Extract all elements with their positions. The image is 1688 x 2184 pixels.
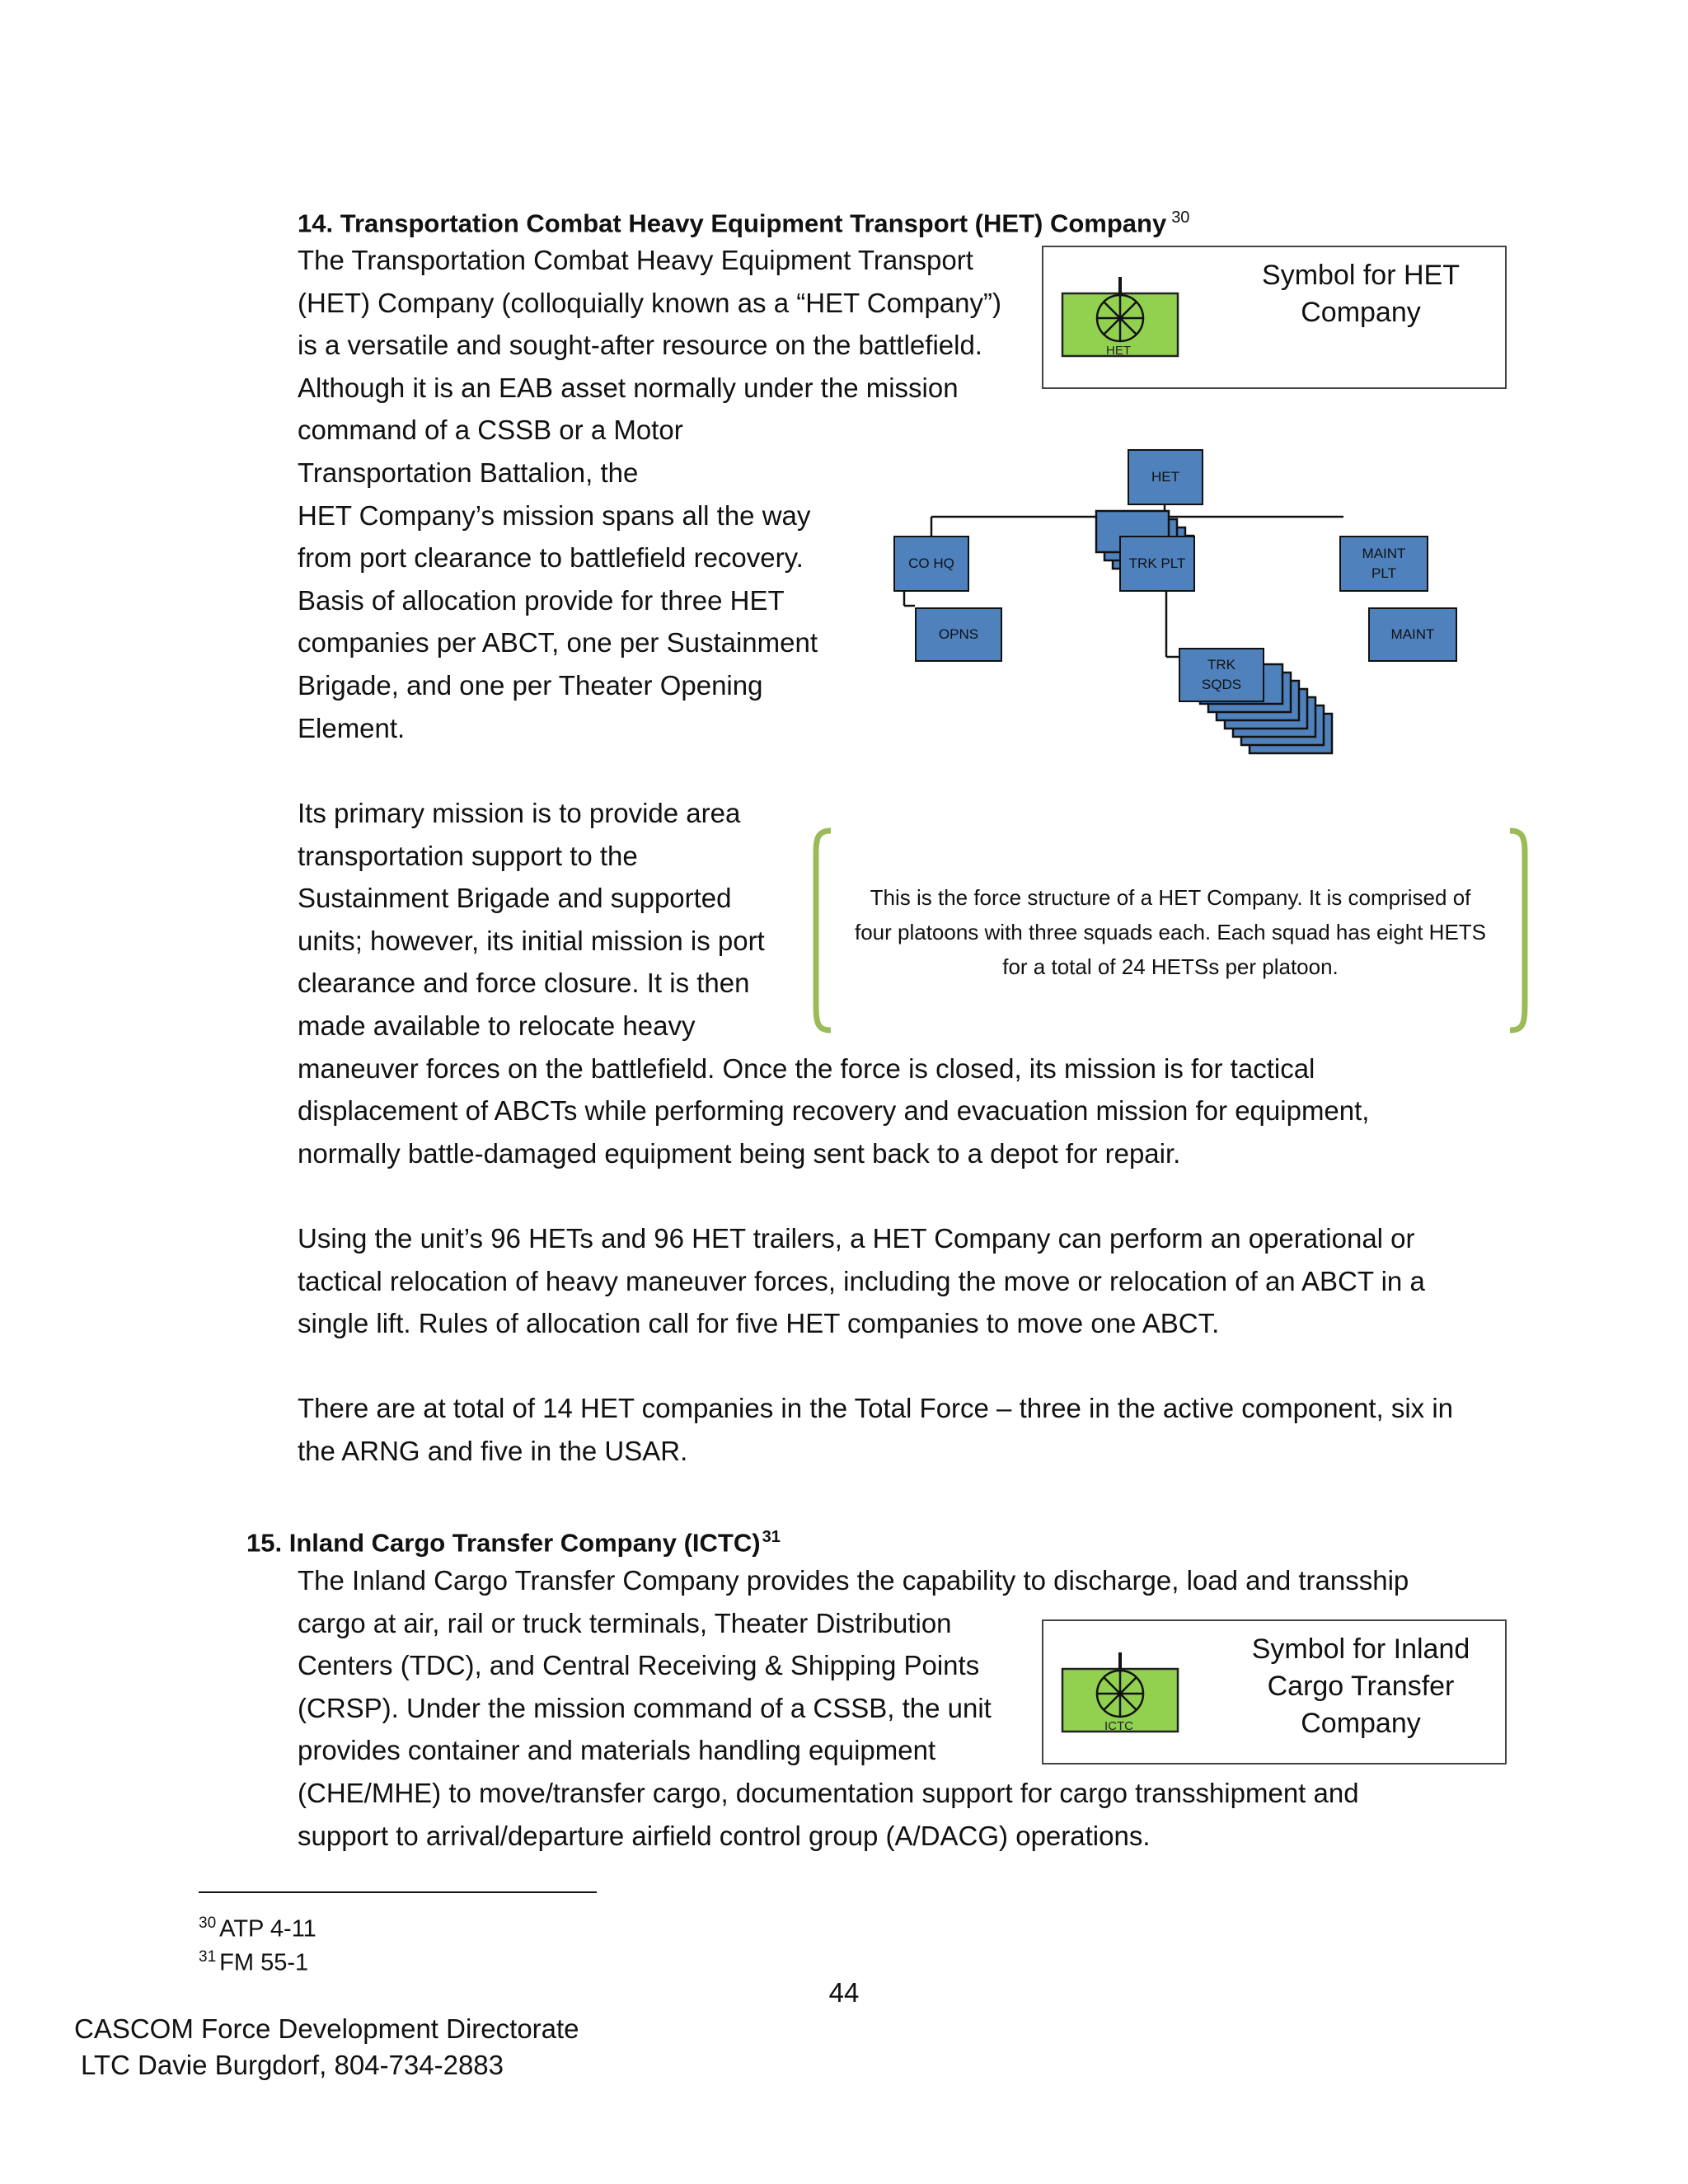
text-line: single lift. Rules of allocation call for five HET companies to move one ABCT.	[298, 1308, 1220, 1339]
section-number: 14.	[298, 209, 334, 238]
text-line: Element.	[298, 712, 406, 743]
text-line: from port clearance to battlefield recovery.	[298, 542, 804, 574]
text-line: maneuver forces on the battlefield. Once the force is closed, its mission is for tactical	[298, 1052, 1315, 1084]
note-line: four platoons with three squads each. Each squad has eight HETS	[854, 920, 1487, 944]
text-line: The Inland Cargo Transfer Company provides the capability to discharge, load and transship	[298, 1565, 1409, 1596]
org-box-maint-plt: MAINT PLT	[1339, 536, 1428, 592]
text-line: tactical relocation of heavy maneuver forces, including the move or relocation of an ABCT in a	[298, 1265, 1425, 1296]
page-number: 44	[828, 1977, 860, 2008]
text-line: The Transportation Combat Heavy Equipment Transport	[298, 245, 973, 275]
section-title: Transportation Combat Heavy Equipment Transport (HET) Company	[340, 209, 1167, 238]
force-structure-note	[828, 880, 1512, 984]
org-box-het: HET	[1128, 449, 1203, 505]
text-line: (HET) Company (colloquially known as a “HET Company”)	[298, 287, 1002, 318]
text-line: provides container and materials handling equipment	[298, 1735, 936, 1766]
text-line: (CRSP). Under the mission command of a CSSB, the unit	[298, 1692, 992, 1723]
text-line: Transportation Battalion, the	[298, 457, 639, 488]
text-line: HET Company’s mission spans all the way	[298, 499, 811, 531]
het-symbol-box	[1042, 246, 1507, 389]
text-line: the ARNG and five in the USAR.	[298, 1435, 688, 1466]
symbol-label: ICTC	[1104, 1719, 1133, 1733]
text-line: clearance and force closure. It is then	[298, 968, 750, 999]
symbol-label: HET	[1106, 344, 1131, 358]
footnote-separator	[199, 1891, 597, 1893]
text-line: cargo at air, rail or truck terminals, Theater Distribution	[298, 1607, 952, 1638]
text-line: Brigade, and one per Theater Opening	[298, 669, 763, 701]
org-box-opns: OPNS	[915, 607, 1002, 662]
text-line: transportation support to the	[298, 840, 638, 871]
section-14-heading	[298, 201, 1189, 240]
text-line: companies per ABCT, one per Sustainment	[298, 627, 818, 658]
note-line: for a total of 24 HETSs per platoon.	[1002, 954, 1339, 979]
text-line: is a versatile and sought-after resource on the battlefield.	[298, 330, 982, 361]
text-line: There are at total of 14 HET companies in the Total Force – three in the active component, six in	[298, 1393, 1454, 1424]
note-line: This is the force structure of a HET Company. It is comprised of	[870, 885, 1471, 910]
section-number: 15.	[246, 1528, 283, 1558]
text-line: Sustainment Brigade and supported	[298, 883, 732, 914]
footnote-ref[interactable]: 31	[762, 1528, 781, 1546]
ictc-unit-symbol	[1060, 1652, 1184, 1735]
text-line: Although it is an EAB asset normally under the mission	[298, 372, 959, 403]
text-line: Its primary mission is to provide area	[298, 798, 741, 828]
org-box-trk-sqds: TRK SQDS	[1179, 648, 1264, 702]
org-box-trk-plt: TRK PLT	[1119, 536, 1195, 592]
text-line: command of a CSSB or a Motor	[298, 415, 683, 446]
org-box-maint: MAINT	[1368, 607, 1457, 662]
footnote-31: $^{31}$ FM 55-1	[199, 1948, 309, 1976]
section-title: Inland Cargo Transfer Company (ICTC)	[288, 1528, 761, 1558]
footer-org: CASCOM Force Development Directorate	[74, 2013, 579, 2044]
text-line: (CHE/MHE) to move/transfer cargo, documentation support for cargo transshipment and	[298, 1777, 1359, 1808]
footnote-ref[interactable]: 30	[1171, 209, 1190, 227]
footer-contact: LTC Davie Burgdorf, 804-734-2883	[81, 2050, 504, 2080]
footnote-30: $^{30}$ ATP 4-11	[199, 1915, 316, 1943]
text-line: support to arrival/departure airfield control group (A/DACG) operations.	[298, 1820, 1151, 1851]
symbol-caption: Symbol for HET Company	[1262, 260, 1460, 328]
text-line: normally battle-damaged equipment being sent back to a depot for repair.	[298, 1137, 1181, 1169]
ictc-symbol-box	[1042, 1619, 1507, 1765]
text-line: Basis of allocation provide for three HET	[298, 584, 785, 616]
text-line: Centers (TDC), and Central Receiving & Shipping Points	[298, 1650, 980, 1681]
section-15-heading	[246, 1521, 781, 1559]
symbol-caption: Symbol for Inland Cargo Transfer Company	[1251, 1633, 1470, 1739]
het-unit-symbol	[1060, 277, 1184, 359]
org-box-co-hq: CO HQ	[893, 536, 969, 592]
text-line: displacement of ABCTs while performing recovery and evacuation mission for equipment,	[298, 1095, 1370, 1127]
text-line: Using the unit’s 96 HETs and 96 HET trailers, a HET Company can perform an operational or	[298, 1222, 1415, 1254]
text-line: units; however, its initial mission is port	[298, 925, 765, 956]
text-line: made available to relocate heavy	[298, 1010, 696, 1041]
